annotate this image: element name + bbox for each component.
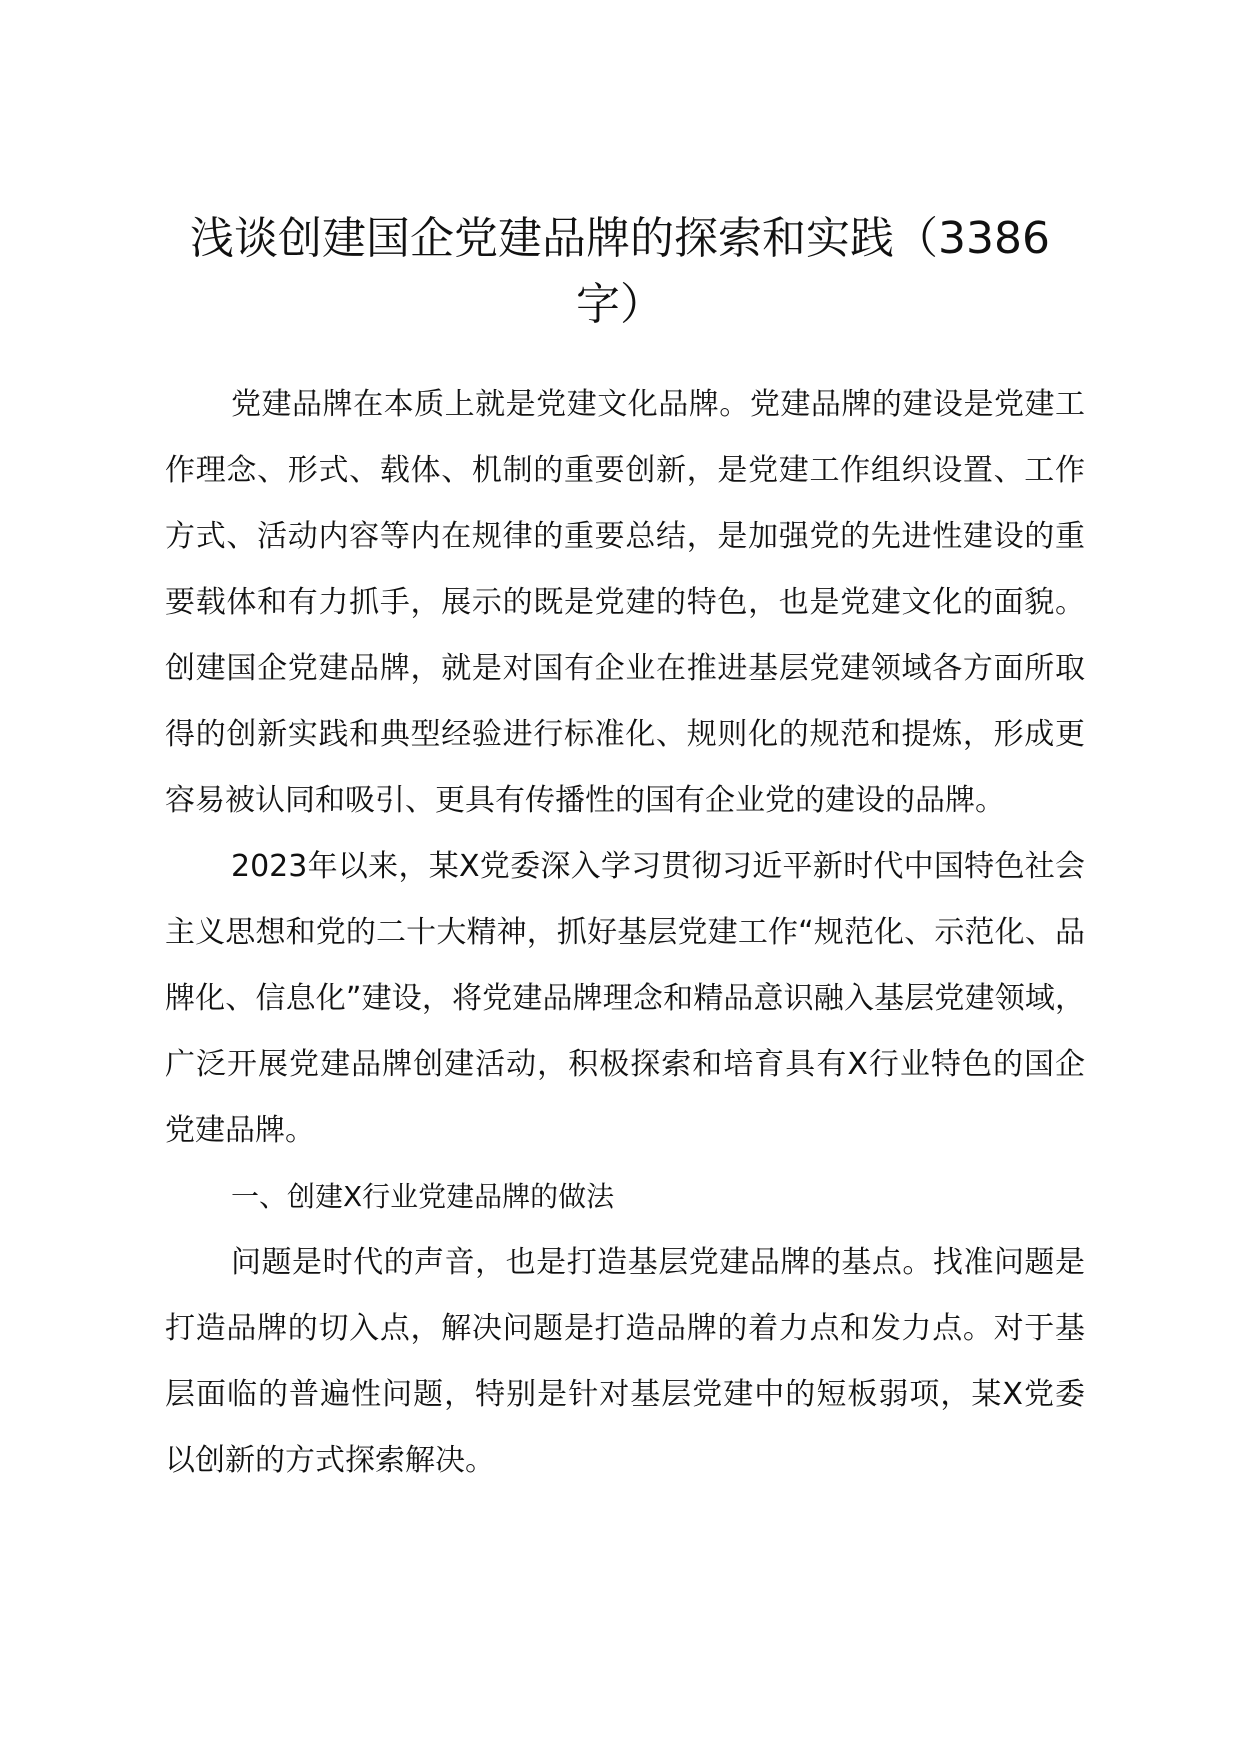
section-heading-1: 一、创建X行业党建品牌的做法 [231, 1180, 615, 1213]
document-body [165, 372, 1085, 1494]
section-paragraph-1: 问题是时代的声音，也是打造基层党建品牌的基点。找准问题是打造品牌的切入点，解决问题是打造品牌的着力点和发力点。对于基层面临的普遍性问题，特别是针对基层党建中的短板弱项，某X党委以创新的方式探索解决。 [165, 1245, 1085, 1478]
document-title: 浅谈创建国企党建品牌的探索和实践（3386字） [190, 213, 1050, 330]
body-paragraph-2: 2023年以来，某X党委深入学习贯彻习近平新时代中国特色社会主义思想和党的二十大精神，抓好基层党建工作“规范化、示范化、品牌化、信息化”建设，将党建品牌理念和精品意识融入基层党建领域，广泛开展党建品牌创建活动，积极探索和培育具有X行业特色的国企党建品牌。 [165, 849, 1085, 1148]
body-paragraph-1: 党建品牌在本质上就是党建文化品牌。党建品牌的建设是党建工作理念、形式、载体、机制的重要创新，是党建工作组织设置、工作方式、活动内容等内在规律的重要总结，是加强党的先进性建设的重要载体和有力抓手，展示的既是党建的特色，也是党建文化的面貌。创建国企党建品牌，就是对国有企业在推进基层党建领域各方面所取得的创新实践和典型经验进行标准化、规则化的规范和提炼，形成更容易被认同和吸引、更具有传播性的国有企业党的建设的品牌。 [165, 387, 1085, 818]
